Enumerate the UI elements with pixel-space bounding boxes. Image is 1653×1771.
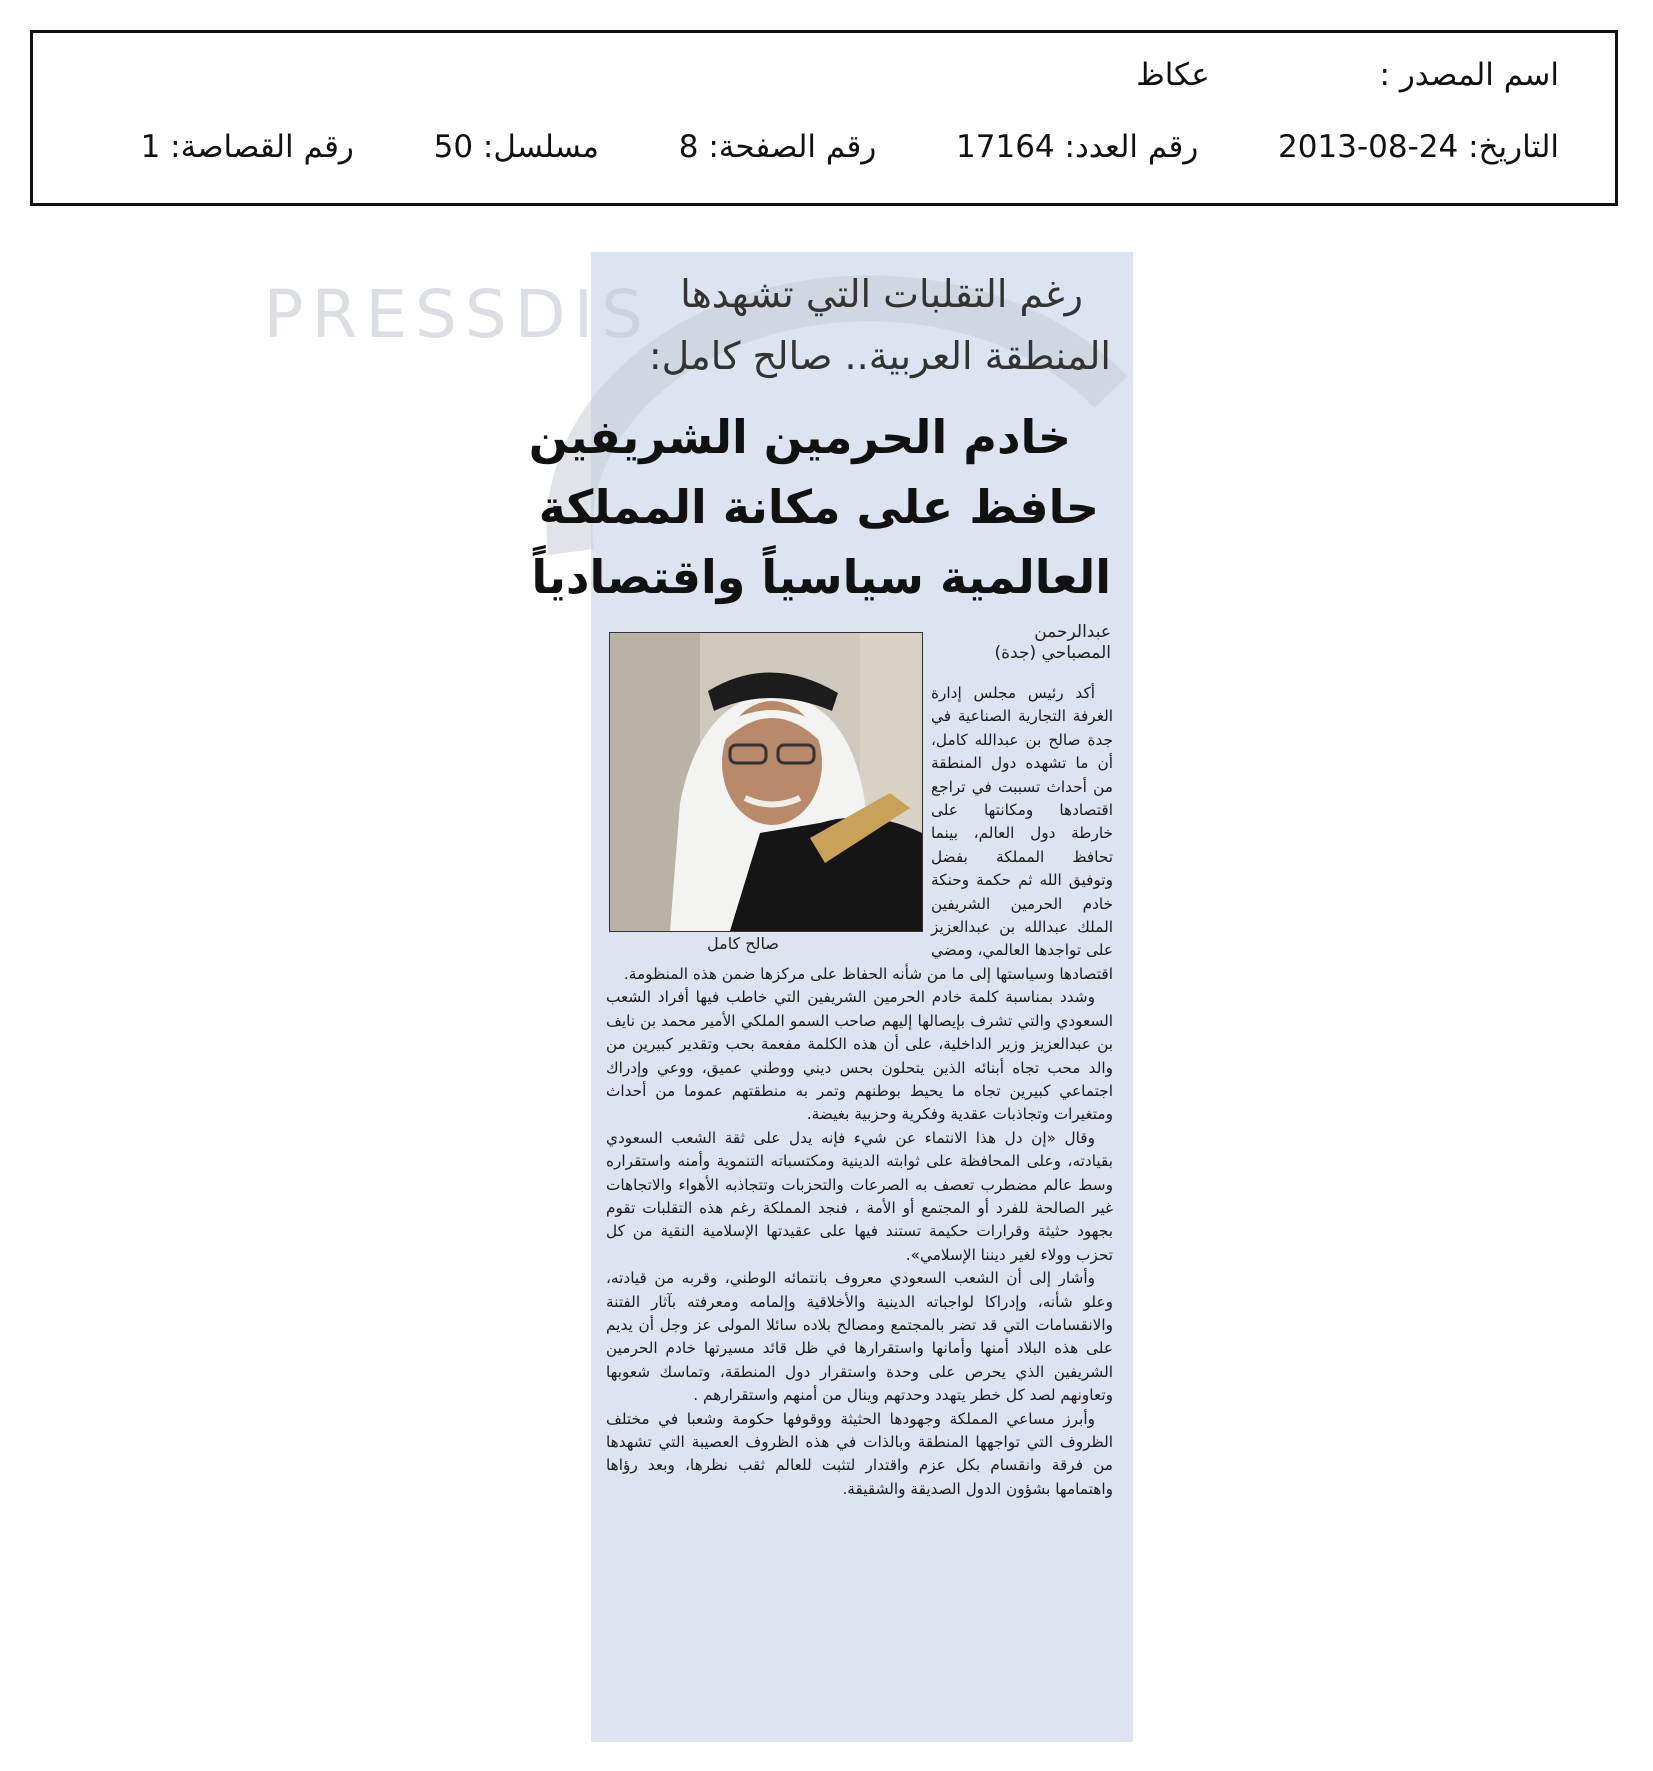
paragraph-4: وأشار إلى أن الشعب السعودي معروف بانتمائه الوطني، وقربه من قيادته، وعلو شأنه، وإدراكا لواجباته الدينية والأخلاقية وإلمامه ومعرفته بآثار الفتنة والانقسامات التي قد تضر بالمجتمع ومصالح بلاده سائلا المولى عز وجل أن يديم على هذه البلاد أمنها وأمانها واستقرارها في ظل قائد مسيرتها خادم الحرمين الشريفين الذي يحرص على وحدة واستقرار دول المنطقة، وتماسك شعوبها وتعاونهم لصد كل خطر يتهدد وحدتهم وينال من أمنهم واستقرارهم . xyxy=(606,1269,1113,1405)
byline-location: المصباحي (جدة) xyxy=(994,643,1111,663)
source-name: عكاظ xyxy=(1136,57,1210,93)
headline-line-3: العالمية سياسياً واقتصادياً xyxy=(531,550,1111,604)
source-label: اسم المصدر : xyxy=(1379,57,1559,93)
issue-number-field: رقم العدد: 17164 xyxy=(956,129,1199,165)
paragraph-2: وشدد بمناسبة كلمة خادم الحرمين الشريفين التي خاطب فيها أفراد الشعب السعودي والتي تشرف بإيصالها إليهم صاحب السمو الملكي الأمير محمد بن نايف بن عبدالعزيز وزير الداخلية، على أن هذه الكلمة مفعمة بحب وتقدير كبيرين من والد محب تجاه أبنائه الذين يتحلون بحس ديني ووطني عميق، ووعي وإدراك اجتماعي كبيرين تجاه ما يحيط بوطنهم وتمر به منطقتهم عموما من أحداث ومتغيرات وتجاذبات عقدية وفكرية وحزبية بغيضة. xyxy=(606,988,1113,1124)
kicker-line-1: رغم التقلبات التي تشهدها xyxy=(680,272,1083,316)
headline-line-2: حافظ على مكانة المملكة xyxy=(538,480,1099,534)
newspaper-clipping xyxy=(263,252,1133,1742)
date-field: التاريخ: 24-08-2013 xyxy=(1278,129,1559,165)
byline-name: عبدالرحمن xyxy=(1034,622,1111,642)
byline xyxy=(995,622,1111,664)
page-number-field: رقم الصفحة: 8 xyxy=(678,129,877,165)
kicker-line-2: المنطقة العربية.. صالح كامل: xyxy=(648,334,1111,378)
paragraph-1: أكد رئيس مجلس إدارة الغرفة التجارية الصناعية في جدة صالح بن عبدالله كامل، أن ما تشهده دول المنطقة من أحداث تسببت في تراجع اقتصادها ومكانتها على خارطة دول العالم، بينما تحافظ المملكة بفضل وتوفيق الله ثم حكمة وحنكة خادم الحرمين الشريفين الملك عبدالله بن عبدالعزيز على تواجدها العالمي، ومضي اقتصادها وسياستها إلى ما من شأنه الحفاظ على مركزها ضمن هذه المنظومة. xyxy=(623,684,1113,983)
source-metadata-box xyxy=(30,30,1618,206)
headline-line-1: خادم الحرمين الشريفين xyxy=(528,410,1071,464)
article-body xyxy=(606,682,1113,1501)
svg-text:PRESSDIS: PRESSDIS xyxy=(263,276,651,353)
paragraph-3: وقال «إن دل هذا الانتماء عن شيء فإنه يدل على ثقة الشعب السعودي بقيادته، وعلى المحافظة على ثوابته الدينية ومكتسباته التنموية وأمنه واستقراره وسط عالم مضطرب تعصف به الصرعات والتحزبات وتتجاذبه الأهواء والاتجاهات غير الصالحة للفرد أو المجتمع أو الأمة ، فنجد المملكة رغم هذه التقلبات تقوم بجهود حثيثة وقرارات حكيمة تستند فيها على عقيدتها الإسلامية النقية من كل تحزب وولاء لغير ديننا الإسلامي». xyxy=(606,1128,1113,1264)
source-row xyxy=(1136,57,1559,93)
serial-field: مسلسل: 50 xyxy=(433,129,600,165)
clip-number-field: رقم القصاصة: 1 xyxy=(140,129,354,165)
photo-caption: صالح كامل xyxy=(707,934,779,953)
issue-info-row xyxy=(141,129,1559,165)
paragraph-5: وأبرز مساعي المملكة وجهودها الحثيثة ووقوفها حكومة وشعبا في مختلف الظروف التي تواجهها المنطقة وبالذات في هذه الظروف العصيبة التي تشهدها من فرقة وانقسام بكل عزم واقتدار لتثبت للعالم ثقب نظرها، وبعد رؤاها واهتمامها بشؤون الدول الصديقة والشقيقة. xyxy=(606,1409,1113,1498)
